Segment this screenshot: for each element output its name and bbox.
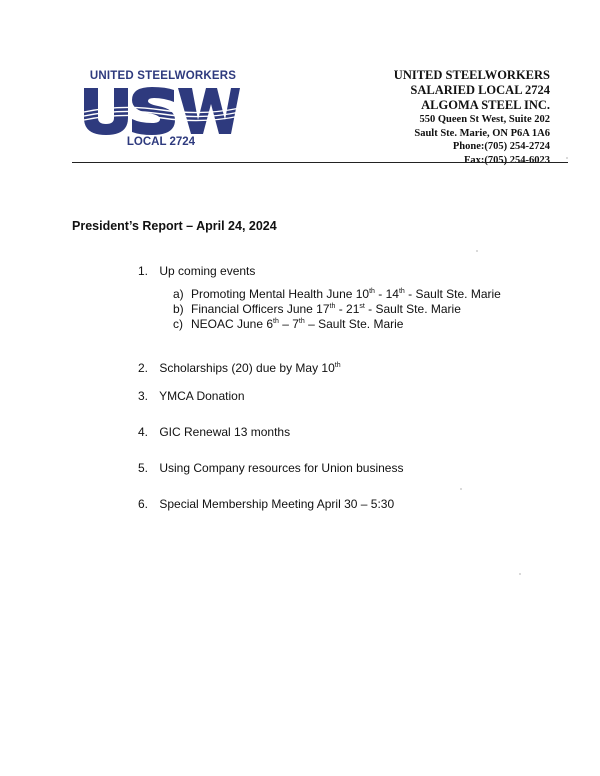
item-number: 5. (138, 461, 149, 475)
address-line: 550 Queen St West, Suite 202 (419, 114, 550, 125)
item-number: 1. (138, 264, 149, 278)
sub-item: c) NEOAC June 6th – 7th – Sault Ste. Marie (173, 317, 404, 331)
address-line: SALARIED LOCAL 2724 (410, 83, 550, 97)
item-text: Using Company resources for Union business (159, 461, 404, 475)
item-text: Special Membership Meeting April 30 – 5:30 (159, 497, 395, 511)
list-item: 2. Scholarships (20) due by May 10th (138, 361, 341, 375)
item-number: 2. (138, 361, 149, 375)
report-title: President’s Report – April 24, 2024 (72, 219, 277, 233)
list-item (138, 425, 290, 439)
logo-bottom-text: LOCAL 2724 (126, 136, 196, 148)
address-line: ALGOMA STEEL INC. (421, 98, 550, 112)
usw-mark-icon (82, 86, 242, 136)
phone-line: Phone:(705) 254-2724 (452, 141, 550, 152)
sub-item: b) Financial Officers June 17th - 21st - Sault Ste. Marie (173, 302, 461, 316)
list-item (138, 461, 403, 475)
address-line: UNITED STEELWORKERS (393, 68, 550, 82)
sub-item-letter: a) (173, 287, 184, 301)
list-item (138, 264, 255, 278)
item-number: 6. (138, 497, 149, 511)
scan-speck (460, 488, 462, 490)
scan-speck (476, 250, 478, 252)
sub-item-letter: b) (173, 302, 184, 316)
sub-item: a) Promoting Mental Health June 10th - 14th - Sault Ste. Marie (173, 287, 501, 301)
header-divider (72, 162, 568, 163)
item-number: 4. (138, 425, 149, 439)
scan-speck (519, 573, 521, 575)
item-text: Up coming events (159, 264, 256, 278)
sub-item-letter: c) (173, 317, 183, 331)
item-text: Scholarships (20) due by May 10 (159, 361, 335, 375)
item-number: 3. (138, 389, 149, 403)
item-text: YMCA Donation (159, 389, 245, 403)
list-item (138, 389, 245, 403)
fax-line: Fax:(705) 254-6023 (463, 154, 550, 166)
list-item (138, 497, 394, 511)
union-address-block (330, 68, 550, 167)
scan-speck (566, 157, 568, 159)
logo-top-text: UNITED STEELWORKERS (89, 70, 237, 82)
address-line: Sault Ste. Marie, ON P6A 1A6 (414, 127, 550, 139)
item-text: GIC Renewal 13 months (159, 425, 291, 439)
